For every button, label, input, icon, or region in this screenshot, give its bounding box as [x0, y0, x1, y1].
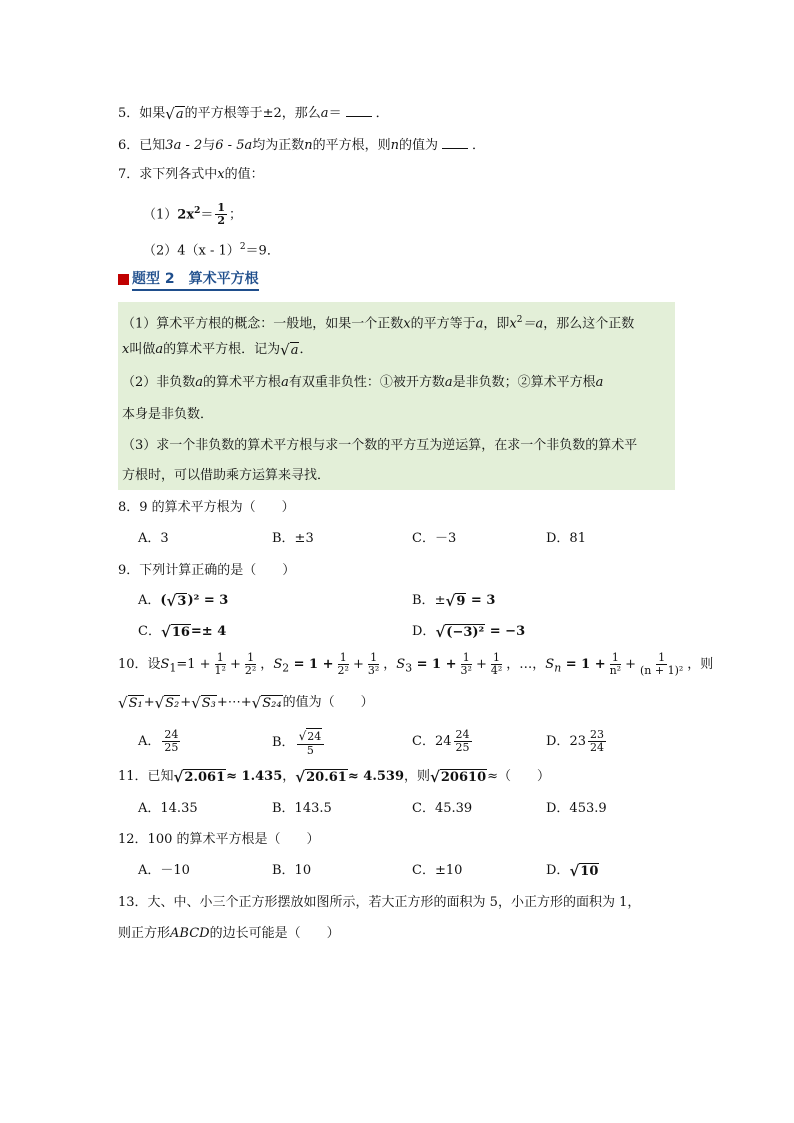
- q6-end: ．: [472, 138, 486, 153]
- q6-expr1: 3a - 2: [165, 138, 203, 153]
- denominator: 3²: [460, 664, 472, 677]
- option-a[interactable]: [138, 728, 182, 756]
- q7-1-eq: ＝: [200, 207, 214, 223]
- note-text: （2）非负数: [122, 375, 196, 390]
- sqrt-symbol: √ S₁: [118, 693, 143, 712]
- note-var: a: [281, 375, 289, 390]
- q5-text2: 的平方根等于±2，那么: [184, 106, 321, 121]
- s-sub: 1: [169, 661, 177, 675]
- square-name: ABCD: [170, 926, 210, 941]
- q5-radicand: a: [175, 106, 184, 122]
- fraction: [215, 202, 227, 227]
- denominator: 2²: [244, 664, 257, 677]
- radicand: S₂: [165, 695, 180, 711]
- note-text: 叫做: [129, 342, 156, 357]
- note-var: a: [195, 375, 204, 390]
- option-rest: =± 4: [190, 624, 227, 639]
- dots: ，…，: [506, 657, 546, 672]
- integer-part: 24: [434, 734, 452, 749]
- sqrt-symbol: √ 3: [166, 591, 187, 610]
- s-var: S: [396, 657, 406, 672]
- question-11: 11．已知 √ 2.061 ≈ 1.435， √ 20.61 ≈ 4.539，则 √ 20610 ≈（ ）: [118, 767, 551, 786]
- q6-text3: 的平方根，则: [312, 138, 391, 153]
- note-text: ，即: [483, 316, 510, 332]
- numerator: 1: [217, 201, 226, 215]
- question-stem: 13．大、中、小三个正方形摆放如图所示，若大正方形的面积为 5，小正方形的面积为 1，: [118, 895, 641, 910]
- note-text: ．: [299, 342, 313, 357]
- fraction: [213, 652, 228, 677]
- fraction: √ 24 5: [297, 728, 325, 757]
- fraction: [489, 652, 504, 677]
- fraction: [243, 652, 258, 677]
- numerator: 24: [164, 728, 179, 741]
- sqrt-symbol: √ 9: [445, 591, 466, 610]
- q7-text2: 的值：: [224, 167, 264, 182]
- note-var: x: [509, 316, 517, 332]
- numerator: 1: [216, 651, 224, 664]
- radicand: S₁: [128, 695, 143, 711]
- denominator: 25: [455, 741, 470, 754]
- part-label: （1）: [143, 207, 178, 223]
- option-label: B．: [412, 593, 435, 608]
- note-text: 的算术平方根: [203, 375, 282, 390]
- question-stem: 的值为（ ）: [282, 695, 374, 710]
- option-d[interactable]: [546, 728, 608, 756]
- option-label: C．: [138, 624, 161, 639]
- dots: +⋯+: [216, 695, 252, 710]
- note-var: a: [155, 342, 164, 357]
- option-c[interactable]: C．45.39: [412, 801, 473, 816]
- eq: = 1 +: [289, 657, 334, 672]
- denominator: n²: [609, 664, 622, 677]
- numerator: 1: [462, 651, 470, 664]
- sqrt-symbol: √ S₂: [154, 693, 180, 712]
- question-7-part-2: [143, 238, 280, 260]
- note-var: ＝a: [522, 316, 544, 332]
- radicand: 20.61: [306, 769, 347, 785]
- fraction: [588, 729, 606, 754]
- q5-text: 如果: [139, 106, 166, 121]
- numerator: 1: [339, 651, 347, 664]
- numerator: 24: [455, 728, 470, 741]
- sqrt-symbol: √ 20.61: [295, 767, 347, 786]
- then: ，则: [687, 657, 714, 672]
- q6-text2: 均为正数: [252, 138, 305, 153]
- red-square-icon: [118, 274, 129, 285]
- note-line-1: [122, 311, 634, 333]
- option-d[interactable]: [546, 862, 599, 880]
- option-c[interactable]: [412, 728, 474, 756]
- radicand: 20610: [440, 769, 487, 785]
- question-number: 5．: [118, 106, 140, 121]
- fraction: [459, 652, 474, 677]
- note-text: （3）求一个非负数的算术平方根与求一个数的平方互为逆运算，在求一个非负数的算术平: [122, 438, 638, 453]
- option-d[interactable]: [412, 623, 525, 641]
- q7-1-lhs: 2x: [177, 207, 195, 223]
- denominator: 2: [217, 214, 226, 228]
- note-var: a: [475, 316, 484, 332]
- question-stem: 的边长可能是（ ）: [209, 926, 340, 941]
- question-7-part-1: [143, 198, 242, 228]
- note-text: 的平方等于: [410, 316, 476, 332]
- question-number: 10．设: [118, 657, 161, 672]
- question-stem: 12．100 的算术平方根是（ ）: [118, 832, 320, 847]
- eq: = 1 +: [412, 657, 457, 672]
- option-label: D．: [546, 863, 570, 878]
- option-a[interactable]: A．3: [138, 531, 169, 546]
- plus-minus: ±: [434, 593, 446, 608]
- sqrt-symbol: √ 16: [160, 622, 190, 641]
- q7-text: 求下列各式中: [139, 167, 218, 182]
- note-text: （1）算术平方根的概念：一般地，如果一个正数: [122, 316, 404, 332]
- note-text: 的算术平方根．记为: [163, 342, 281, 357]
- note-text: 是非负数；②算术平方根: [452, 375, 596, 390]
- part-label: （2）: [143, 243, 178, 259]
- fraction: [454, 729, 472, 754]
- option-label: D．: [412, 624, 436, 639]
- q7-1-exp: 2: [194, 206, 201, 216]
- integer-part: 23: [569, 734, 586, 749]
- question-stem: 8．9 的算术平方根为（ ）: [118, 500, 295, 515]
- option-d[interactable]: D．81: [546, 531, 586, 546]
- sqrt-symbol: √ 10: [569, 861, 599, 880]
- option-label: B．: [272, 735, 295, 750]
- note-var: x: [122, 342, 130, 357]
- denominator: 1²: [214, 664, 226, 677]
- question-5: [118, 104, 389, 123]
- q7-1-end: ；: [229, 207, 243, 223]
- question-stem: 11．已知: [118, 769, 174, 784]
- option-d[interactable]: D．453.9: [546, 801, 607, 816]
- note-exp: 2: [516, 315, 523, 325]
- fraction: [638, 652, 685, 677]
- q5-var: a: [320, 106, 329, 121]
- radicand: (−3)²: [446, 624, 485, 640]
- numerator: 1: [493, 651, 501, 664]
- radicand: S₃: [201, 695, 216, 711]
- fraction: [608, 652, 624, 677]
- q6-var: n: [304, 138, 313, 153]
- option-label: D．: [546, 734, 570, 749]
- note-text: ，那么这个正数: [543, 316, 635, 332]
- q7-var: x: [217, 167, 225, 182]
- denominator: 24: [589, 741, 604, 754]
- numerator: 1: [611, 651, 619, 664]
- q7-2-rhs: ＝9．: [245, 243, 280, 259]
- q5-end: ．: [375, 106, 389, 121]
- section-heading: [118, 268, 259, 291]
- answer-blank[interactable]: [442, 136, 468, 149]
- denominator: 4²: [490, 664, 503, 677]
- question-stem: 则: [417, 769, 431, 784]
- q6-var2: n: [390, 138, 399, 153]
- answer-blank[interactable]: [346, 104, 372, 117]
- option-rest: = −3: [485, 624, 526, 639]
- q7-2-expr: 4（x - 1）: [177, 243, 240, 259]
- note-radicand: a: [290, 342, 299, 358]
- q5-eq: ＝: [328, 106, 342, 121]
- option-b[interactable]: B．±3: [272, 531, 314, 546]
- question-13-line-2: [118, 925, 340, 943]
- fraction: [162, 729, 180, 754]
- s-var: S: [160, 657, 170, 672]
- s-var: S: [273, 657, 283, 672]
- sqrt-symbol: √ a: [280, 340, 299, 359]
- section-title: 题型 2 算术平方根: [132, 268, 259, 291]
- note-var: a: [444, 375, 453, 390]
- numerator: 1: [247, 651, 255, 664]
- note-var: a: [595, 375, 604, 390]
- sqrt-symbol: √ S₃: [191, 693, 216, 712]
- eq: = 1 +: [561, 657, 606, 672]
- sqrt-symbol: √ 20610: [430, 767, 487, 786]
- radicand: 9: [456, 593, 466, 609]
- option-b[interactable]: [272, 728, 326, 757]
- radicand: 16: [171, 624, 190, 640]
- radicand: 2.061: [184, 769, 226, 785]
- s-sub: n: [554, 661, 562, 675]
- q6-text4: 的值为: [399, 138, 439, 153]
- approx-value: ≈ 4.539: [347, 769, 404, 784]
- numerator: 1: [370, 651, 378, 664]
- q6-and: 与: [202, 138, 216, 153]
- option-a[interactable]: A．( √ 3 )² = 3: [138, 591, 229, 610]
- option-rest: )² = 3: [187, 593, 229, 608]
- option-a[interactable]: A．14.35: [138, 801, 198, 816]
- sqrt-symbol: √ S₂₄: [251, 693, 282, 712]
- note-text: 有双重非负性：①被开方数: [288, 375, 445, 390]
- sqrt-symbol: √ a: [165, 104, 184, 123]
- radicand: 10: [580, 863, 599, 879]
- question-8: [118, 499, 295, 517]
- note-line-6: [122, 467, 330, 485]
- question-12: [118, 831, 320, 849]
- option-label: A．: [138, 734, 161, 749]
- numerator: 23: [589, 728, 604, 741]
- note-line-4: [122, 406, 213, 424]
- note-text: 方根时，可以借助乘方运算来寻找．: [122, 468, 331, 483]
- question-stem: 则正方形: [118, 926, 171, 941]
- option-b[interactable]: B．10: [272, 863, 312, 878]
- question-number: 7．: [118, 167, 140, 182]
- sqrt-symbol: √ 2.061: [173, 767, 226, 786]
- note-line-2: [122, 341, 312, 359]
- question-13-line-1: [118, 894, 640, 912]
- approx-value: ≈ 1.435: [226, 769, 283, 784]
- note-line-3: [122, 374, 603, 392]
- denominator: (n + 1)²: [640, 664, 684, 677]
- fraction: [336, 652, 351, 677]
- option-rest: = 3: [466, 593, 496, 608]
- question-10-line-2: √ S₁ + √ S₂ + √ S₃ +⋯+ √ S₂₄ 的值为（ ）: [118, 693, 374, 712]
- question-6: [118, 136, 485, 155]
- radicand: 3: [177, 593, 187, 609]
- fraction: [366, 652, 381, 677]
- question-9: [118, 562, 295, 580]
- sqrt-symbol: √ (−3)²: [435, 622, 485, 641]
- note-line-5: [122, 437, 637, 455]
- option-c[interactable]: C．±10: [412, 863, 463, 878]
- question-stem: 9．下列计算正确的是（ ）: [118, 563, 296, 578]
- question-10-line-1: 10．设$S_1=1$ + $\frac{1}{\text{1²}}$ + $\frac{1}{\text{2²}}$ ，$S_2 = 1$ + $\frac{1}{\text{2²}}$ + $\frac{1}{\text{3²}}$ ，$S_3 = 1$ + $\frac{1}{\text{3²}}$ + $\frac{1}{\text{4²}}$ ，…，$S_n = 1$ + $\frac{1}{\text{n²}}$ + $\frac{1}{\text{(n + 1)²}}$ ，则: [118, 651, 714, 677]
- s-sub: 3: [405, 661, 413, 675]
- option-b[interactable]: [412, 592, 495, 610]
- denominator: 2²: [337, 664, 349, 677]
- approx-value: ≈（ ）: [487, 769, 551, 784]
- option-a[interactable]: A．－10: [138, 863, 190, 878]
- denominator: 5: [306, 744, 314, 757]
- s-sub: 2: [282, 661, 290, 675]
- radicand: S₂₄: [262, 695, 282, 711]
- denominator: 25: [164, 741, 179, 754]
- q6-expr2: 6 - 5a: [215, 138, 253, 153]
- numerator: 1: [658, 651, 666, 664]
- denominator: 3²: [367, 664, 380, 677]
- option-b[interactable]: B．143.5: [272, 801, 332, 816]
- note-text: 本身是非负数．: [122, 407, 214, 422]
- option-label: C．: [412, 734, 435, 749]
- radicand: 24: [307, 730, 322, 743]
- s-var: S: [545, 657, 555, 672]
- eq: =1 +: [176, 657, 211, 672]
- question-7: [118, 166, 264, 184]
- option-label: A．: [138, 593, 161, 608]
- question-number: 6．: [118, 138, 140, 153]
- option-c[interactable]: C．－3: [412, 531, 457, 546]
- note-var: x: [403, 316, 411, 332]
- q6-text: 已知: [139, 138, 166, 153]
- q7-2-exp: 2: [239, 242, 246, 252]
- option-c[interactable]: [138, 623, 226, 641]
